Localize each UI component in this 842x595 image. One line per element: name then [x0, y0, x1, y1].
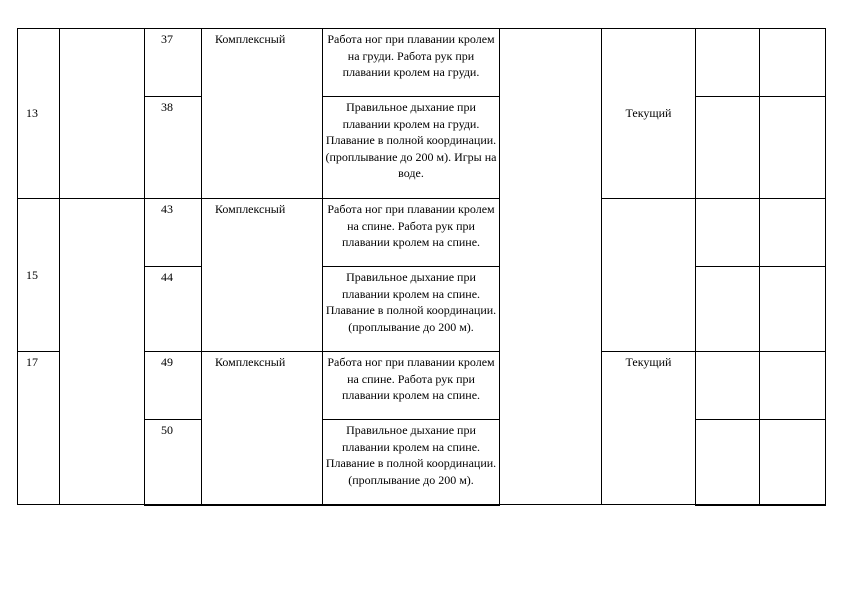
empty-cell [602, 199, 696, 352]
lesson-content-cell: Работа ног при плавании кролем на спине. Работа рук при плавании кролем на спине. [323, 352, 500, 420]
empty-cell [760, 199, 826, 267]
empty-cell [60, 29, 145, 199]
empty-cell [202, 267, 323, 352]
empty-cell [696, 352, 760, 420]
lesson-type-cell: Комплексный [202, 199, 323, 267]
empty-cell [202, 97, 323, 199]
lesson-type-cell: Комплексный [202, 29, 323, 97]
empty-cell [760, 29, 826, 97]
empty-cell [760, 97, 826, 199]
empty-cell [500, 29, 602, 199]
week-number-cell: 15 [18, 199, 60, 352]
empty-cell [60, 199, 145, 352]
week-number-cell: 13 [18, 29, 60, 199]
lesson-content-cell: Правильное дыхание при плавании кролем на груди. Плавание в полной координации. (проплывание до 200 м). Игры на воде. [323, 97, 500, 199]
empty-cell [760, 420, 826, 505]
empty-cell [760, 352, 826, 420]
table-row [18, 199, 826, 267]
control-type-cell: Текущий [602, 352, 696, 505]
lesson-content-cell: Правильное дыхание при плавании кролем на спине. Плавание в полной координации. (проплывание до 200 м). [323, 267, 500, 352]
empty-cell [696, 420, 760, 505]
lesson-number-cell: 50 [145, 420, 202, 505]
lesson-number-cell: 38 [145, 97, 202, 199]
lesson-content-cell: Работа ног при плавании кролем на груди. Работа рук при плавании кролем на груди. [323, 29, 500, 97]
empty-cell [696, 97, 760, 199]
lesson-content-cell: Работа ног при плавании кролем на спине. Работа рук при плавании кролем на спине. [323, 199, 500, 267]
lesson-plan-table [17, 28, 826, 506]
empty-cell [500, 199, 602, 352]
empty-cell [696, 29, 760, 97]
empty-cell [696, 199, 760, 267]
lesson-number-cell: 43 [145, 199, 202, 267]
control-type-cell: Текущий [602, 29, 696, 199]
empty-cell [696, 267, 760, 352]
lesson-number-cell: 49 [145, 352, 202, 420]
week-number-cell: 17 [18, 352, 60, 505]
empty-cell [760, 267, 826, 352]
empty-cell [202, 420, 323, 505]
lesson-number-cell: 44 [145, 267, 202, 352]
table-row [18, 352, 826, 420]
lesson-number-cell: 37 [145, 29, 202, 97]
lesson-content-cell: Правильное дыхание при плавании кролем на спине. Плавание в полной координации. (проплывание до 200 м). [323, 420, 500, 505]
lesson-type-cell: Комплексный [202, 352, 323, 420]
table-row [18, 29, 826, 97]
empty-cell [60, 352, 145, 505]
empty-cell [500, 352, 602, 505]
